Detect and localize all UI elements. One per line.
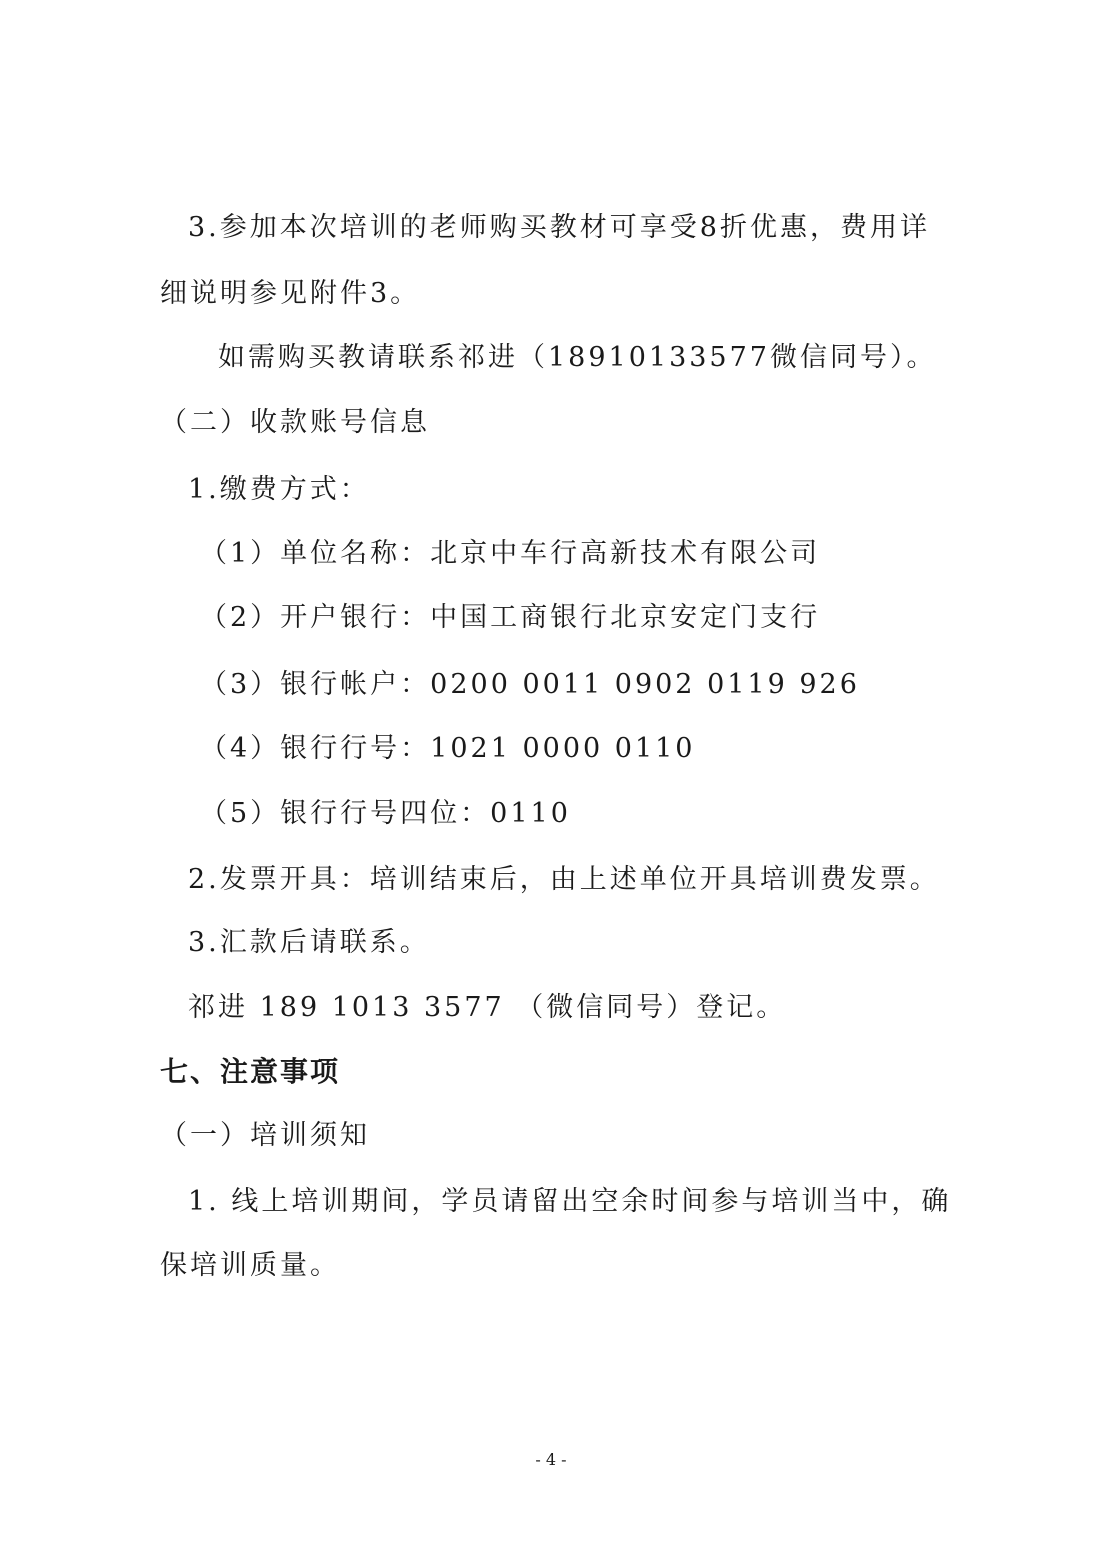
paragraph-online-training-cont: 保培训质量。: [160, 1250, 340, 1281]
subheading-payment-account: （二）收款账号信息: [160, 407, 430, 438]
payment-method-label: 1.缴费方式：: [188, 474, 370, 505]
section-heading-notes: 七、注意事项: [160, 1055, 341, 1088]
paragraph-purchase-contact: 如需购买教请联系祁进（18910133577微信同号）。: [218, 342, 937, 373]
paragraph-textbook-discount-cont: 细说明参见附件3。: [160, 278, 421, 309]
bank-name: （2）开户银行：中国工商银行北京安定门支行: [200, 602, 821, 633]
paragraph-textbook-discount: 3.参加本次培训的老师购买教材可享受8折优惠，费用详: [188, 212, 930, 243]
remittance-contact: 3.汇款后请联系。: [188, 927, 430, 958]
contact-registration: 祁进 189 1013 3577 （微信同号）登记。: [188, 992, 787, 1023]
company-name: （1）单位名称：北京中车行高新技术有限公司: [200, 538, 821, 569]
invoice-info: 2.发票开具：培训结束后，由上述单位开具培训费发票。: [188, 864, 940, 895]
bank-code-short: （5）银行行号四位：0110: [200, 798, 571, 829]
bank-account: （3）银行帐户：0200 0011 0902 0119 926: [200, 669, 860, 700]
paragraph-online-training: 1. 线上培训期间，学员请留出空余时间参与培训当中，确: [188, 1186, 952, 1217]
page-number: - 4 -: [535, 1450, 567, 1469]
subheading-training-notice: （一）培训须知: [160, 1120, 370, 1151]
bank-code: （4）银行行号：1021 0000 0110: [200, 733, 696, 764]
